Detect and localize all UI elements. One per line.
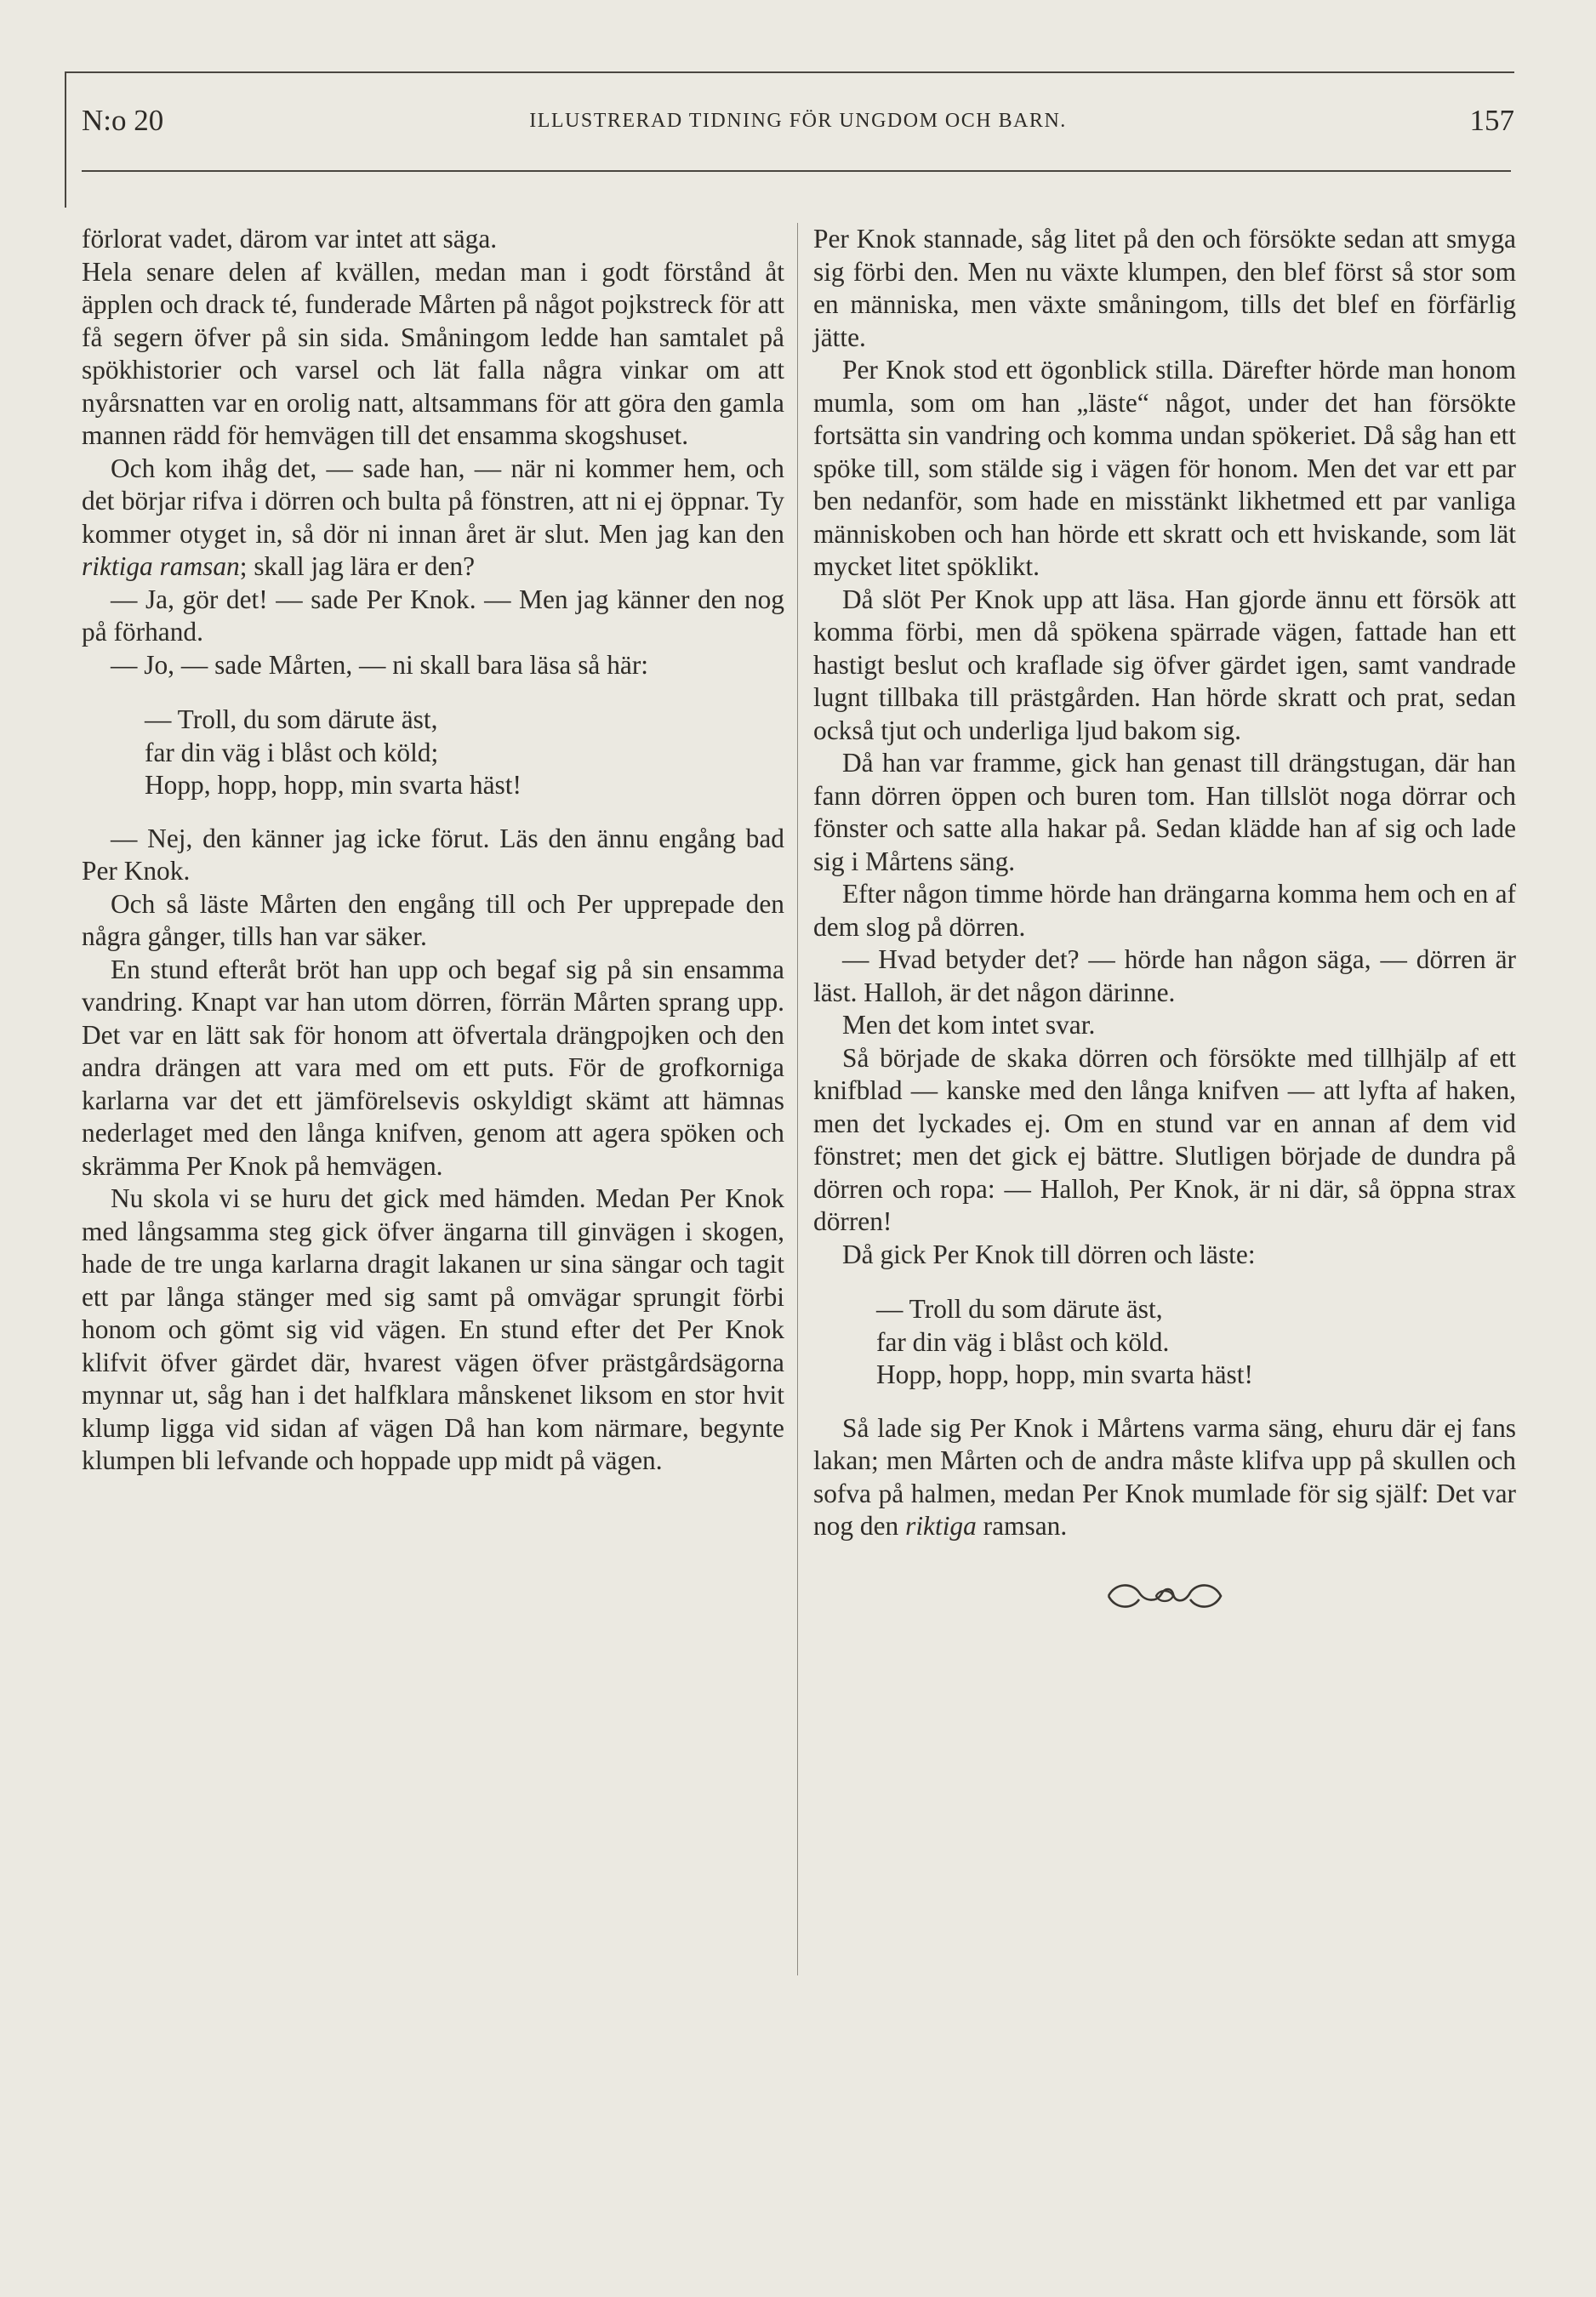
paragraph: förlorat vadet, därom var intet att säga. — [82, 224, 498, 254]
paragraph: Hela senare delen af kvällen, medan man i godt förstånd åt äpplen och drack té, funderade Mårten på något pojkstreck för att få segern öfver på sin sida. Småningom ledde han samtalet på spökhistorier och varsel och lät falla några vinkar om att nyårsnatten var en orolig natt, altsammans för att göra den gamla mannen rädd för hemvägen till det ensamma skogshuset. — [82, 256, 784, 450]
left-column — [82, 223, 784, 1478]
verse — [82, 704, 784, 802]
paragraph: — Jo, — sade Mårten, — ni skall bara läsa så här: — [111, 649, 648, 680]
paragraph-text: Och kom ihåg det, — sade han, — när ni kommer hem, och det börjar rifva i dörren och bulta på fönstren, att ni ej öppnar. Ty kommer otyget in, så dör ni innan året är slut. Men jag kan den — [82, 453, 784, 549]
paragraph: Per Knok stannade, såg litet på den och försökte sedan att smyga sig förbi den. Men nu växte klumpen, den blef först så stor som en människa, men växte småningom, tills det blef en förfärlig jätte. — [813, 224, 1516, 352]
paragraph: Och så läste Mårten den engång till och Per upprepade den några gånger, tills han var säker. — [82, 888, 784, 951]
paragraph: Så började de skaka dörren och försökte med tillhjälp af ett knifblad — kanske med den långa knifven — att lyfta af haken, men det lyckades ej. Om en stund var en annan af dem vid fönstret; men det gick ej bättre. Slutligen började de dundra på dörren och ropa: — Halloh, Per Knok, är ni där, så öppna strax dörren! — [813, 1042, 1516, 1236]
paragraph: — Ja, gör det! — sade Per Knok. — Men jag känner den nog på förhand. — [82, 584, 784, 647]
paragraph: Efter någon timme hörde han drängarna komma hem och en af dem slog på dörren. — [813, 879, 1516, 942]
paragraph: Men det kom intet svar. — [842, 1010, 1096, 1040]
verse-line: Hopp, hopp, hopp, min svarta häst! — [145, 770, 522, 800]
paragraph-text: Så lade sig Per Knok i Mårtens varma säng, ehuru där ej fans lakan; men Mårten och de andra måste klifva upp på skullen och sofva på halmen, medan Per Knok mumlade för sig själf: Det var nog den — [813, 1412, 1516, 1541]
fleuron-ornament-icon — [1097, 1577, 1233, 1615]
paragraph: Då gick Per Knok till dörren och läste: — [842, 1239, 1256, 1269]
publication-title: ILLUSTRERAD TIDNING FÖR UNGDOM OCH BARN. — [529, 110, 1067, 132]
paragraph — [82, 453, 784, 584]
paragraph: — Hvad betyder det? — hörde han någon säga, — dörren är läst. Halloh, är det någon därinne. — [813, 944, 1516, 1007]
verse-line: Hopp, hopp, hopp, min svarta häst! — [876, 1359, 1253, 1389]
verse-line: far din väg i blåst och köld. — [876, 1326, 1170, 1357]
verse-line: — Troll, du som därute äst, — [145, 704, 438, 734]
paragraph-text: ; skall jag lära er den? — [239, 551, 476, 581]
right-column — [813, 223, 1516, 1621]
fleuron-ornament-icon — [813, 1577, 1516, 1622]
paragraph: En stund efteråt bröt han upp och begaf sig på sin ensamma vandring. Knapt var han utom dörren, förrän Mårten sprang upp. Det var en lätt sak för honom att öfvertala drängpojken och den andra drängen att vara med om ett puts. För de grofkorniga karlarna var det ett jämförelsevis oskyldigt skämt att hämnas nederlaget med den långa knifven, genom att agera spöken och skrämma Per Knok på hemvägen. — [82, 954, 784, 1181]
emphasized-text: riktiga ramsan — [82, 551, 240, 581]
paragraph: Då han var framme, gick han genast till drängstugan, där han fann dörren öppen och buren tom. Han tillslöt noga dörrar och fönster och satte alla hakar på. Sedan klädde han af sig och lade sig i Mårtens säng. — [813, 748, 1516, 876]
page-header — [82, 95, 1514, 157]
verse-line: — Troll du som därute äst, — [876, 1294, 1163, 1324]
paragraph: Per Knok stod ett ögonblick stilla. Därefter hörde man honom mumla, som om han „läste“ något, under det han försökte fortsätta sin vandring och komma undan spökeriet. Då såg han ett spöke till, som stälde sig i vägen för honom. Men det var ett par ben nedanför, som hade en misstänkt likhetmed ett par vanliga människoben och han hörde ett skratt och ett hviskande, som lät mycket litet spöklikt. — [813, 355, 1516, 581]
paragraph: Nu skola vi se huru det gick med hämden. Medan Per Knok med långsamma steg gick öfver ängarna till ginvägen i skogen, hade de tre unga karlarna dragit lakanen ur sina sängar och tagit ett par långa stänger med sig samt på omvägar sprungit förbi honom och gömt sig vid vägen. En stund efter det Per Knok klifvit öfver gärdet där, hvarest vägen öfver prästgårdsägorna mynnar ut, såg han i det halfklara månskenet liksom en stor hvit klump ligga vid sidan af vägen Då han kom närmare, begynte klumpen bli lefvande och hoppade upp midt på vägen. — [82, 1183, 784, 1475]
verse — [813, 1293, 1516, 1392]
frame-rule-top — [65, 71, 1514, 73]
paragraph-text: ramsan. — [976, 1511, 1068, 1541]
issue-number: N:o 20 — [82, 104, 164, 137]
page-number: 157 — [1469, 104, 1514, 137]
paragraph: — Nej, den känner jag icke förut. Läs den ännu engång bad Per Knok. — [82, 823, 784, 886]
column-divider — [797, 223, 798, 1975]
header-rule — [82, 170, 1511, 172]
paragraph — [813, 1412, 1516, 1543]
emphasized-text: riktiga — [905, 1511, 977, 1541]
paragraph: Då slöt Per Knok upp att läsa. Han gjorde ännu ett försök att komma förbi, men då spökena spärrade vägen, fattade han ett hastigt beslut och kraflade sig öfver gärdet igen, samt vandrade lugnt tillbaka till prästgården. Han hörde skratt och prat, sedan också tjut och underliga ljud bakom sig. — [813, 584, 1516, 745]
verse-line: far din väg i blåst och köld; — [145, 737, 439, 767]
frame-rule-left — [65, 71, 66, 208]
